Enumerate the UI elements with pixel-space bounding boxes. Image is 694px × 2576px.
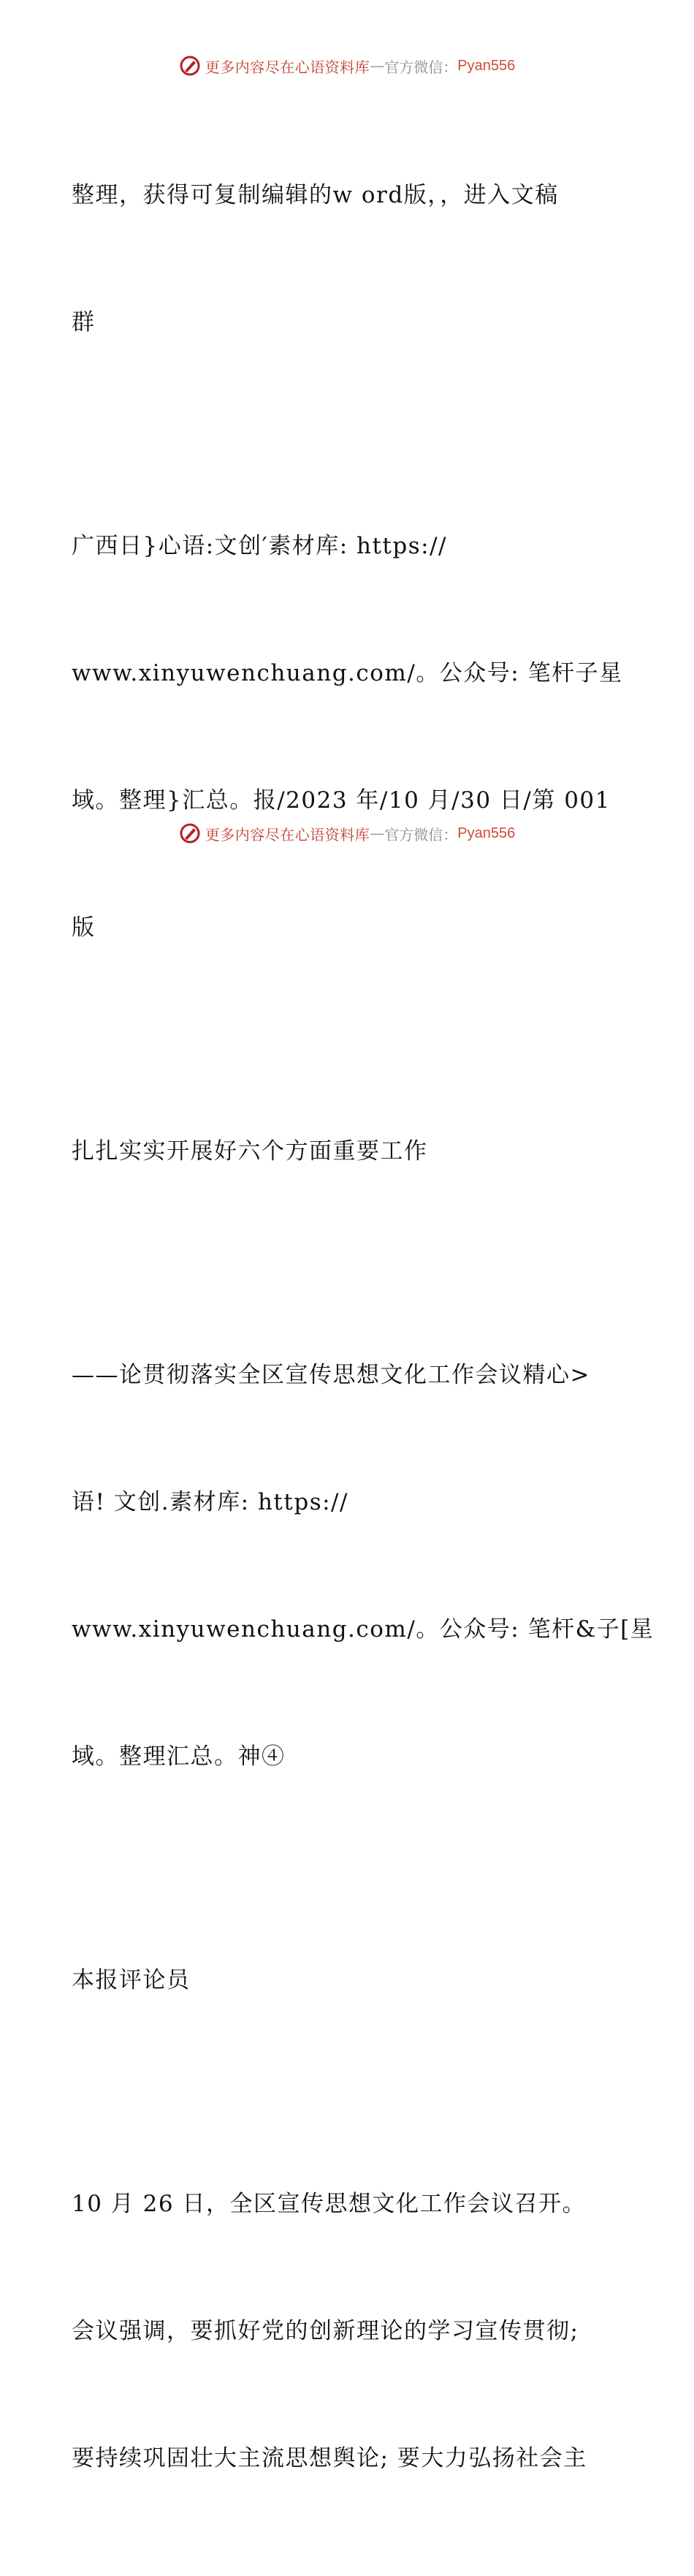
text-line: 扎扎实实开展好六个方面重要工作 — [72, 1138, 428, 1164]
byline — [72, 1874, 627, 2086]
text-line: 要持续巩固壮大主流思想舆论; 要大力弘扬社会主 — [72, 2445, 587, 2471]
header-banner-sep: — — [370, 57, 385, 75]
header-banner — [0, 53, 694, 79]
header-banner-wechat-label: 官方微信： — [384, 58, 458, 76]
paragraph-2 — [72, 440, 627, 1034]
body-paragraph — [72, 2098, 627, 2564]
text-line: 整理，获得可复制编辑的w ord版，，进入文稿 — [72, 182, 559, 208]
text-line: 语! 文创.素材库: https:// — [72, 1489, 348, 1515]
text-line: 域。整理汇总。神④ — [72, 1743, 286, 1770]
text-line: ——论贯彻落实全区宣传思想文化工作会议精心> — [72, 1362, 590, 1388]
text-line: 广西日}心语:文创′素材库: https:// — [72, 533, 447, 559]
footer-banner-text: 更多内容尽在心语资料库 — [205, 825, 370, 844]
pen-logo-icon — [179, 55, 201, 77]
text-line: 10 月 26 日，全区宣传思想文化工作会议召开。 — [72, 2191, 586, 2217]
text-line: 版 — [72, 914, 96, 941]
text-line: 域。整理}汇总。报/2023 年/10 月/30 日/第 001 — [72, 787, 611, 814]
pen-logo-icon — [179, 822, 201, 844]
article-subtitle — [72, 1269, 655, 1863]
text-line: www.xinyuwenchuang.com/。公众号: 笔杆&子[星 — [72, 1616, 655, 1643]
article-title — [72, 1045, 627, 1257]
text-line: 群 — [72, 309, 96, 336]
footer-banner-sep: — — [370, 825, 385, 842]
footer-banner — [0, 820, 694, 846]
text-line: www.xinyuwenchuang.com/。公众号: 笔杆子星 — [72, 660, 623, 686]
footer-banner-wechat-label: 官方微信： — [384, 825, 458, 844]
header-banner-text: 更多内容尽在心语资料库 — [205, 58, 370, 76]
text-line: 会议强调，要抓好党的创新理论的学习宣传贯彻; — [72, 2318, 579, 2344]
header-banner-wechat-id: Pyan556 — [457, 57, 516, 74]
document-body — [72, 89, 655, 2576]
paragraph-1 — [72, 89, 627, 428]
footer-banner-wechat-id: Pyan556 — [457, 825, 516, 841]
text-line: 本报评论员 — [72, 1967, 191, 1993]
